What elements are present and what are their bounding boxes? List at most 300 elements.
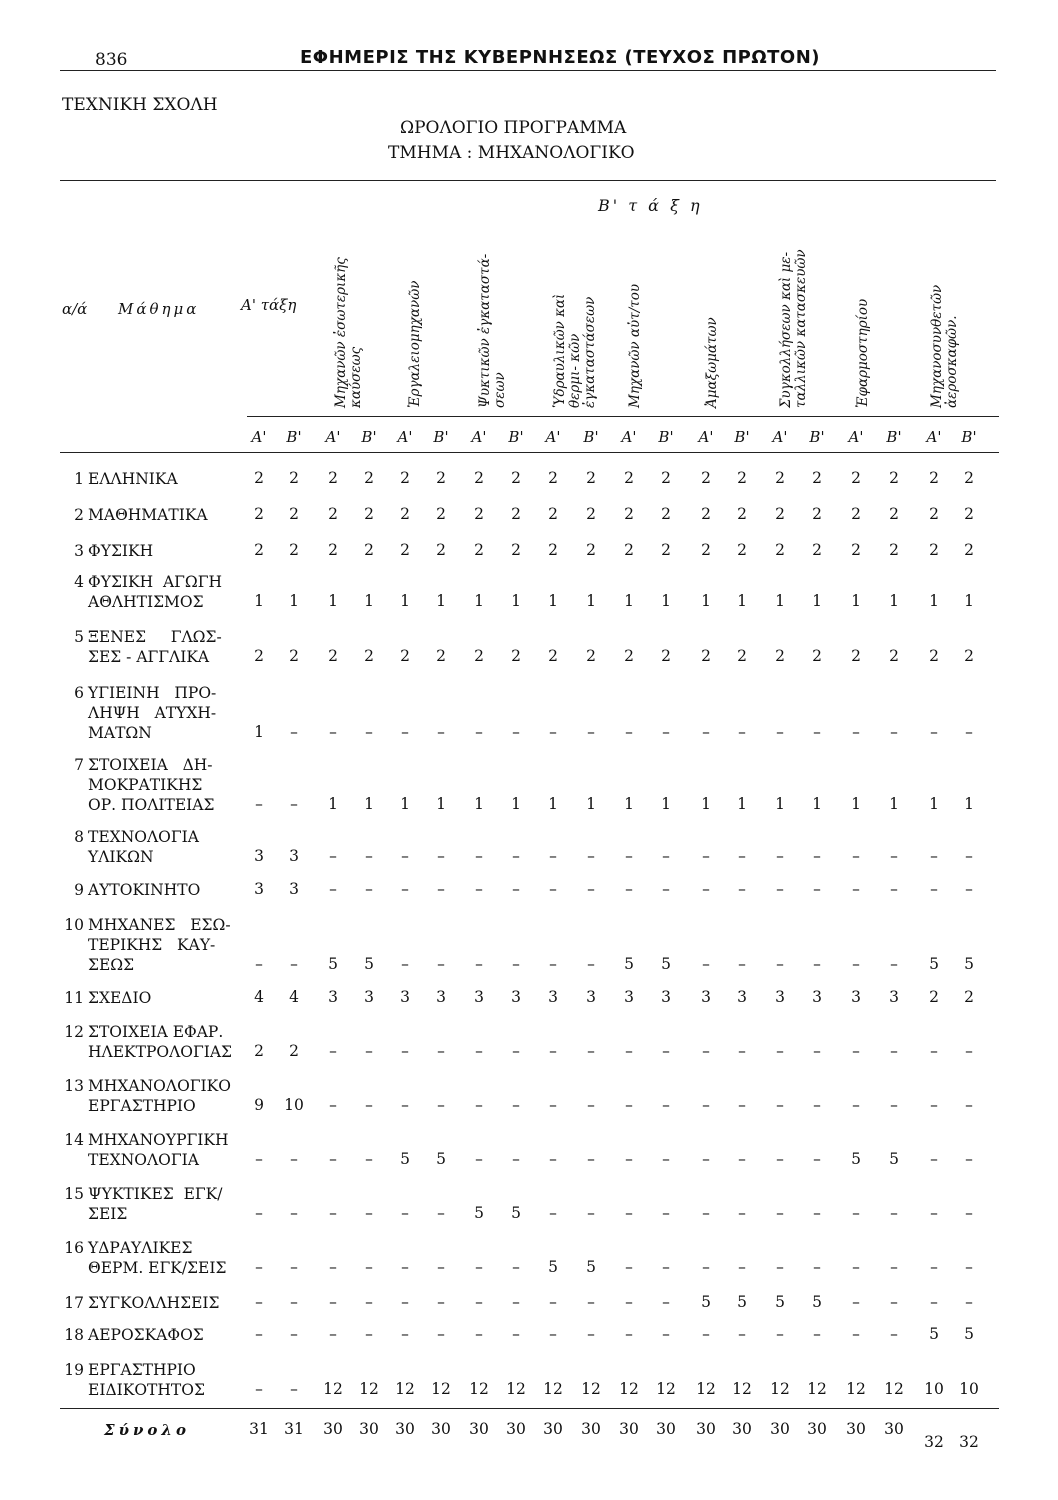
table-cell: – [587,880,595,898]
table-cell: 3 [400,988,410,1006]
table-cell: 2 [511,541,521,559]
row-label-line [62,955,231,975]
table-cell: – [965,1150,973,1168]
table-cell: 2 [548,541,558,559]
table-cell: – [549,1096,557,1114]
table-cell: 2 [964,505,974,523]
table-cell: 2 [289,541,299,559]
table-cell: 3 [889,988,899,1006]
table-cell: – [662,1096,670,1114]
table-cell: 5 [889,1150,899,1168]
table-cell: – [738,1042,746,1060]
table-cell: 12 [543,1380,563,1398]
table-cell: 5 [851,1150,861,1168]
table-cell: – [365,1096,373,1114]
semester-label: Α' [251,428,267,446]
table-cell: – [625,1293,633,1311]
table-cell: 10 [284,1096,304,1114]
table-cell: – [255,1258,263,1276]
row-label-line [62,505,208,525]
table-cell: – [890,1096,898,1114]
semester-label: Β' [583,428,599,446]
table-cell: 2 [364,541,374,559]
table-cell: 3 [775,988,785,1006]
table-cell: – [587,847,595,865]
row-label-line [62,1238,226,1258]
table-cell: 1 [548,795,558,813]
table-cell: – [930,847,938,865]
table-cell: – [255,1380,263,1398]
table-cell: 12 [846,1380,866,1398]
table-cell: – [662,1150,670,1168]
row-label-line [62,1325,204,1345]
table-cell: – [512,1042,520,1060]
specialization-header [779,248,825,408]
table-cell: 2 [661,469,671,487]
table-cell: – [702,1096,710,1114]
table-cell: 2 [889,541,899,559]
row-label-text: ΣΤΟΙΧΕΙΑ ΔΗ- [88,756,213,774]
row-label [62,627,222,667]
table-cell: 2 [661,505,671,523]
table-cell: 1 [364,592,374,610]
table-cell: 2 [474,541,484,559]
row-label-line [62,915,231,935]
semester-label: Β' [658,428,674,446]
table-cell: – [813,1204,821,1222]
table-cell: 3 [812,988,822,1006]
table-cell: 12 [696,1380,716,1398]
row-label-line [62,795,214,815]
row-label [62,1360,205,1400]
program-title: ΩΡΟΛΟΓΙΟ ΠΡΟΓΡΑΜΜΑ [400,118,627,138]
table-cell: – [702,1204,710,1222]
table-cell: 12 [431,1380,451,1398]
table-cell: 5 [964,1325,974,1343]
table-cell: – [852,847,860,865]
table-cell: – [776,723,784,741]
total-cell: 30 [770,1420,790,1438]
table-cell: – [702,955,710,973]
table-cell: – [852,1293,860,1311]
row-label-line [62,572,222,592]
table-cell: – [549,955,557,973]
total-cell: 32 [924,1433,944,1451]
table-cell: 5 [436,1150,446,1168]
table-cell: – [852,723,860,741]
table-cell: 2 [737,647,747,665]
table-cell: – [587,1204,595,1222]
semester-label: Β' [961,428,977,446]
table-cell: 1 [889,592,899,610]
table-cell: 2 [511,505,521,523]
table-cell: – [625,847,633,865]
table-cell: – [930,1204,938,1222]
row-label-text: ΨΥΚΤΙΚΕΣ ΕΓΚ/ [88,1185,223,1203]
semester-label: Α' [926,428,942,446]
semester-top-rule [247,416,999,417]
row-number: 6 [74,684,84,702]
specialization-label: Συγκολλήσεων καὶ με- ταλλικῶν κατασκευῶν [778,249,809,408]
table-cell: 2 [701,647,711,665]
table-cell: 2 [737,505,747,523]
table-cell: – [437,880,445,898]
semester-label: Α' [698,428,714,446]
table-cell: – [290,1150,298,1168]
table-cell: – [290,723,298,741]
table-cell: – [329,1204,337,1222]
row-label-line [62,775,214,795]
row-label [62,915,231,975]
table-cell: 1 [586,592,596,610]
table-cell: 2 [289,647,299,665]
table-cell: – [930,1293,938,1311]
row-label-text: ΜΗΧΑΝΟΛΟΓΙΚΟ [88,1077,231,1095]
table-cell: 1 [701,795,711,813]
row-label-line [62,1150,229,1170]
table-cell: 2 [254,541,264,559]
table-cell: 2 [474,647,484,665]
table-cell: – [437,1258,445,1276]
table-cell: – [587,1096,595,1114]
row-label [62,880,200,900]
table-cell: – [890,880,898,898]
table-cell: 2 [328,647,338,665]
total-cell: 30 [846,1420,866,1438]
table-cell: 2 [964,541,974,559]
row-number: 5 [74,628,84,646]
table-cell: 2 [661,541,671,559]
table-cell: 2 [364,647,374,665]
table-cell: – [512,1258,520,1276]
table-cell: – [965,1258,973,1276]
table-cell: – [662,1258,670,1276]
row-label-line [62,847,199,867]
table-cell: 2 [328,469,338,487]
table-cell: – [813,1150,821,1168]
table-cell: – [587,1293,595,1311]
table-cell: 2 [775,647,785,665]
table-cell: – [329,1325,337,1343]
table-cell: – [625,1258,633,1276]
semester-label: Β' [433,428,449,446]
table-cell: 10 [959,1380,979,1398]
table-cell: 12 [732,1380,752,1398]
row-label-text: ΤΕΧΝΟΛΟΓΙΑ [88,1151,199,1169]
table-cell: 2 [511,469,521,487]
table-cell: – [329,1293,337,1311]
row-label [62,469,178,489]
table-cell: – [776,1150,784,1168]
table-cell: 2 [400,469,410,487]
table-cell: 2 [624,541,634,559]
row-label-text: ΜΗΧΑΝΕΣ ΕΣΩ- [88,916,231,934]
table-cell: 2 [586,647,596,665]
table-cell: – [512,1293,520,1311]
table-cell: – [329,847,337,865]
table-cell: 2 [737,469,747,487]
table-cell: – [813,1042,821,1060]
table-cell: 1 [624,795,634,813]
table-cell: – [965,1096,973,1114]
semester-label: Α' [848,428,864,446]
table-cell: – [587,723,595,741]
table-cell: – [255,1204,263,1222]
table-cell: – [475,1096,483,1114]
table-cell: – [625,1096,633,1114]
table-cell: – [587,1325,595,1343]
table-cell: 2 [586,505,596,523]
specialization-label: Ἀμαξωμάτων [704,317,720,408]
table-cell: 3 [624,988,634,1006]
table-cell: – [625,1042,633,1060]
table-cell: 5 [511,1204,521,1222]
row-label-line [62,1042,232,1062]
table-cell: – [365,880,373,898]
row-label-line [62,1204,222,1224]
row-label-text: ΑΘΛΗΤΙΣΜΟΣ [88,593,204,611]
total-cell: 32 [959,1433,979,1451]
row-label-line [62,592,222,612]
table-cell: 1 [511,592,521,610]
table-cell: – [662,1204,670,1222]
table-cell: 2 [851,647,861,665]
table-cell: 5 [812,1293,822,1311]
table-cell: – [702,880,710,898]
table-cell: 5 [661,955,671,973]
table-cell: 1 [548,592,558,610]
table-cell: – [437,1325,445,1343]
table-cell: – [776,880,784,898]
row-label [62,572,222,612]
table-cell: 2 [775,541,785,559]
table-cell: – [255,1325,263,1343]
table-cell: – [738,880,746,898]
table-cell: – [965,880,973,898]
table-cell: 2 [548,647,558,665]
table-cell: – [813,723,821,741]
row-label-text: ΥΔΡΑΥΛΙΚΕΣ [88,1239,193,1257]
total-cell: 31 [249,1420,269,1438]
table-cell: 1 [436,592,446,610]
table-cell: 3 [851,988,861,1006]
table-cell: – [512,1325,520,1343]
table-cell: 5 [586,1258,596,1276]
specialization-header [478,248,524,408]
table-cell: 5 [328,955,338,973]
table-cell: 1 [254,723,264,741]
table-cell: – [852,1204,860,1222]
subject-column-header: Μάθημα [118,300,200,318]
table-cell: 2 [812,505,822,523]
table-cell: 2 [624,469,634,487]
table-cell: 3 [289,847,299,865]
semester-label: Β' [508,428,524,446]
table-cell: – [776,847,784,865]
table-cell: 1 [364,795,374,813]
table-cell: – [365,1325,373,1343]
row-label-line [62,1076,231,1096]
row-label-text: ΑΕΡΟΣΚΑΦΟΣ [88,1326,204,1344]
table-cell: 2 [400,541,410,559]
table-cell: – [549,847,557,865]
row-number: 1 [74,470,84,488]
row-label-line [62,988,151,1008]
table-cell: – [512,1150,520,1168]
table-cell: – [401,880,409,898]
table-cell: – [890,723,898,741]
table-cell: 5 [624,955,634,973]
semester-label: Β' [886,428,902,446]
department-title: ΤΜΗΜΑ : ΜΗΧΑΝΟΛΟΓΙΚΟ [388,143,635,163]
table-cell: – [475,1042,483,1060]
table-cell: 2 [964,469,974,487]
table-cell: 2 [737,541,747,559]
table-cell: – [738,1204,746,1222]
table-cell: – [401,1325,409,1343]
row-number: 19 [64,1361,84,1379]
table-cell: 2 [474,505,484,523]
table-cell: 1 [812,592,822,610]
table-cell: 1 [586,795,596,813]
table-cell: 2 [436,469,446,487]
table-cell: – [930,723,938,741]
total-cell: 30 [732,1420,752,1438]
table-cell: – [365,723,373,741]
table-cell: 5 [929,955,939,973]
row-label [62,1184,222,1224]
table-cell: – [401,955,409,973]
table-cell: – [625,723,633,741]
table-cell: 2 [586,541,596,559]
table-cell: 2 [812,541,822,559]
table-cell: – [776,1258,784,1276]
row-number: 3 [74,542,84,560]
table-cell: – [437,1096,445,1114]
table-cell: – [965,847,973,865]
a-taxi-header: Α' τάξη [241,296,297,314]
table-cell: 2 [851,505,861,523]
specialization-header [705,248,751,408]
table-cell: – [255,955,263,973]
row-label [62,1022,232,1062]
table-cell: 1 [400,795,410,813]
table-cell: 1 [289,592,299,610]
table-cell: 1 [929,592,939,610]
table-cell: 3 [661,988,671,1006]
row-label-text: ΣΕΣ - ΑΓΓΛΙΚΑ [88,648,210,666]
row-label-text: ΕΡΓΑΣΤΗΡΙΟ [88,1097,196,1115]
table-cell: 12 [506,1380,526,1398]
table-cell: 2 [289,505,299,523]
table-cell: – [549,1293,557,1311]
row-label-text: ΟΡ. ΠΟΛΙΤΕΙΑΣ [88,796,215,814]
specialization-header [628,248,674,408]
row-label-text: ΞΕΝΕΣ ΓΛΩΣ- [88,628,222,646]
row-label-text: ΦΥΣΙΚΗ ΑΓΩΓΗ [88,573,223,591]
row-label-text: ΜΟΚΡΑΤΙΚΗΣ [88,776,203,794]
table-cell: 2 [289,1042,299,1060]
row-label-text: ΥΓΙΕΙΝΗ ΠΡΟ- [88,684,217,702]
total-label: Σύνολο [104,1421,190,1439]
table-cell: 12 [581,1380,601,1398]
specialization-label: Ὑδραυλικῶν καὶ θερμι- κῶν ἐγκαταστάσεων [552,293,598,408]
table-cell: – [662,847,670,865]
table-cell: – [401,1258,409,1276]
row-number: 15 [64,1185,84,1203]
table-cell: – [512,880,520,898]
row-label-text: ΜΗΧΑΝΟΥΡΓΙΚΗ [88,1131,229,1149]
table-cell: – [290,1293,298,1311]
table-top-rule [60,180,996,181]
table-cell: – [290,955,298,973]
table-cell: 2 [812,469,822,487]
table-cell: – [587,955,595,973]
row-label-text: ΜΑΘΗΜΑΤΙΚΑ [88,506,208,524]
table-cell: 2 [775,469,785,487]
table-cell: 2 [661,647,671,665]
row-label-text: ΣΧΕΔΙΟ [88,989,152,1007]
table-cell: – [401,847,409,865]
table-cell: – [852,1096,860,1114]
semester-label: Α' [325,428,341,446]
table-cell: 12 [323,1380,343,1398]
table-cell: 2 [929,469,939,487]
table-cell: 2 [812,647,822,665]
table-cell: – [738,1325,746,1343]
table-cell: – [512,847,520,865]
row-label [62,1076,231,1116]
total-cell: 30 [359,1420,379,1438]
semester-label: Α' [621,428,637,446]
table-cell: 2 [511,647,521,665]
table-cell: 3 [701,988,711,1006]
table-cell: 2 [929,988,939,1006]
table-cell: 5 [964,955,974,973]
row-label-line [62,1380,205,1400]
table-cell: – [290,1258,298,1276]
row-label-line [62,683,216,703]
table-cell: 12 [770,1380,790,1398]
specialization-header [553,248,599,408]
table-cell: – [852,1258,860,1276]
row-number: 17 [64,1294,84,1312]
row-label-line [62,1258,226,1278]
row-label-line [62,755,214,775]
table-cell: 2 [701,469,711,487]
table-cell: 12 [656,1380,676,1398]
table-cell: 5 [548,1258,558,1276]
table-cell: – [549,1325,557,1343]
table-cell: – [702,847,710,865]
total-cell: 30 [506,1420,526,1438]
table-cell: 3 [586,988,596,1006]
table-cell: 3 [254,880,264,898]
semester-label: Α' [772,428,788,446]
table-cell: 2 [889,469,899,487]
row-label-text: ΣΤΟΙΧΕΙΑ ΕΦΑΡ. [88,1023,224,1041]
table-cell: 1 [436,795,446,813]
table-cell: 10 [924,1380,944,1398]
row-label-line [62,703,216,723]
row-label-text: ΣΕΙΣ [88,1205,128,1223]
table-cell: – [702,1042,710,1060]
row-number: 13 [64,1077,84,1095]
table-cell: – [475,723,483,741]
row-label-line [62,1130,229,1150]
row-label-line [62,1184,222,1204]
semester-label: Α' [397,428,413,446]
